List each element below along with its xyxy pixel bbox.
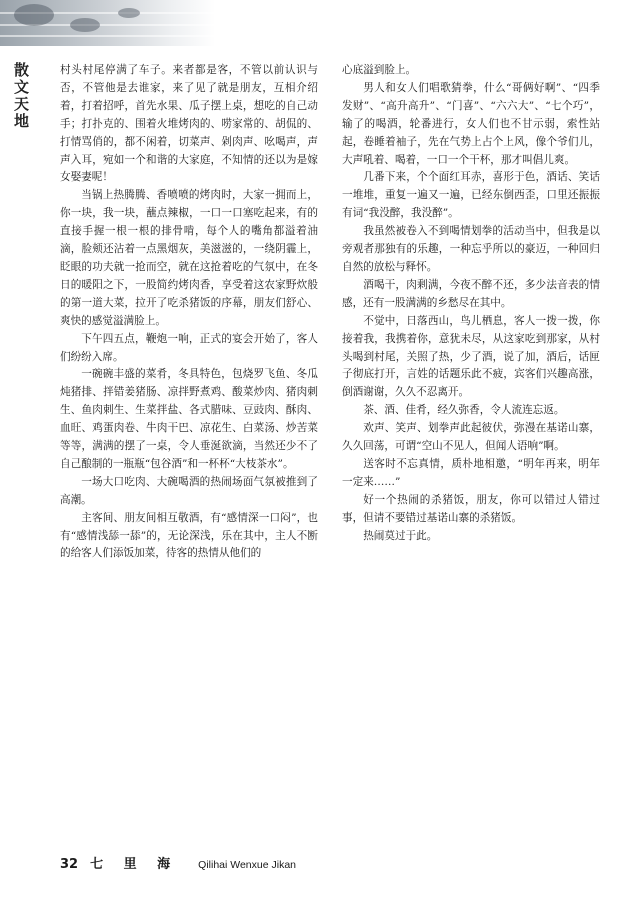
article-column-right: [342, 62, 600, 797]
paragraph: 我虽然被卷入不到喝情划拳的活动当中，但我是以旁观者那独有的乐趣，一种忘乎所以的豪迈，一种回归自然的放松与释怀。: [342, 225, 600, 273]
paragraph: 一碗碗丰盛的菜肴，冬具特色，包烧罗飞鱼、冬瓜炖猪排、拌错姜猪肠、凉拌野煮鸡、酸菜炒肉、猪肉刺生、鱼肉刺生、生菜拌盐、各式腊味、豆豉肉、酥肉、血旺、鸡蛋肉卷、牛肉干巴、凉花生、白菜汤、炒苦菜等等，满满的摆了一桌，令人垂涎欲滴，当然还少不了自己酿制的一瓶瓶“包谷酒”和一杯杯“大枝茶水”。: [60, 368, 318, 470]
paragraph: 送客时不忘真情，质朴地相邀，“明年再来，明年一定来……”: [342, 457, 600, 488]
paragraph: 心底溢到脸上。: [342, 64, 417, 76]
paragraph: 几番下来，个个面红耳赤，喜形于色，酒话、笑话一堆堆，重复一遍又一遍，已经东倒西歪，口里还振振有词“我没醉，我没醉”。: [342, 171, 600, 220]
paragraph: 不觉中，日落西山，鸟儿栖息，客人一拨一拨，你接着我，我携着你，意犹未尽，从这家吃到那家，从村头喝到村尾，关照了热，少了酒，说了加，酒后，话匣子彻底打开，言姓的话题乐此不疲，宾客们兴趣高涨，倒酒谢谢，久久不忍离开。: [342, 314, 600, 399]
paragraph: 男人和女人们唱歌猜拳，什么“哥俩好啊”、“四季发财”、“高升高升”、“门喜”、“六六大”、“七个巧”，输了的喝酒，轮番进行，女人们也不甘示弱，索性站起，卷睡着袖子，先在气势上占个上风，像个爷们儿，大声吼着、喝着，一口一个干杯，那才叫倡儿爽。: [342, 81, 600, 166]
paragraph: 一场大口吃肉、大碗喝酒的热闹场面气氛被推到了高潮。: [60, 475, 318, 506]
section-label: 散文天地: [12, 62, 30, 130]
paragraph: 当锅上热腾腾、香喷喷的烤肉时，大家一拥而上，你一块，我一块，蘸点辣椒，一口一口塞吃起来，有的直接手握一根一根的排骨啃，每个人的嘴角都溢着油滴，脸颊还沾着一点黑烟灰，美滋滋的，一绕阴霾上，眨眼的功夫就一抢而空，就在这抢着吃的气氛中，在冬日的暖阳之下，一股简约烤肉香，享受着这农家野炊般的第一道大菜，拉开了吃杀猪饭的序幕，朋友们舒心、爽快的感觉溢满脸上。: [60, 189, 318, 327]
magazine-title: 七 里 海: [90, 857, 179, 872]
paragraph: 下午四五点，鞭炮一响，正式的宴会开始了，客人们纷纷入席。: [60, 332, 318, 363]
paragraph: 酒喝干，肉剩满，今夜不醉不还，多少法音表的情感，还有一股满满的乡愁尽在其中。: [342, 278, 600, 309]
page-footer: [60, 853, 297, 872]
paragraph: 热闹莫过于此。: [363, 529, 438, 542]
magazine-pinyin: Qilihai Wenxue Jikan: [198, 859, 297, 871]
page-number: 32: [60, 857, 79, 872]
paragraph: 主客间、朋友间相互敬酒，有“感情深一口闷”，也有“感情浅舔一舔”的，无论深浅，乐在其中，主人不断的给客人们添饭加菜，待客的热情从他们的: [60, 511, 318, 560]
header-decoration: [0, 0, 215, 46]
paragraph: 欢声、笑声、划拳声此起彼伏，弥漫在基诺山寨，久久回荡，可谓“空山不见人，但闻人语响”啊。: [342, 422, 600, 453]
paragraph: 村头村尾停满了车子。来者都是客，不管以前认识与否，不管他是去谁家，来了见了就是朋友，互相介绍着，打着招呼，首先水果、瓜子摆上桌，想吃的自己动手；打扑克的、围着火堆烤肉的、唠家常的、胡侃的、打情骂俏的，都不闲着，切菜声、剁肉声、吆喝声，声声入耳，宛如一个和谐的大家庭，不知情的还以为是嫁女娶妻呢！: [60, 64, 318, 184]
paragraph: 好一个热闹的杀猪饭，朋友，你可以错过人错过事，但请不要错过基诺山寨的杀猪饭。: [342, 493, 600, 524]
article-column-left: [60, 62, 318, 797]
paragraph: 茶、酒、佳肴，经久弥香，令人流连忘返。: [363, 404, 565, 417]
